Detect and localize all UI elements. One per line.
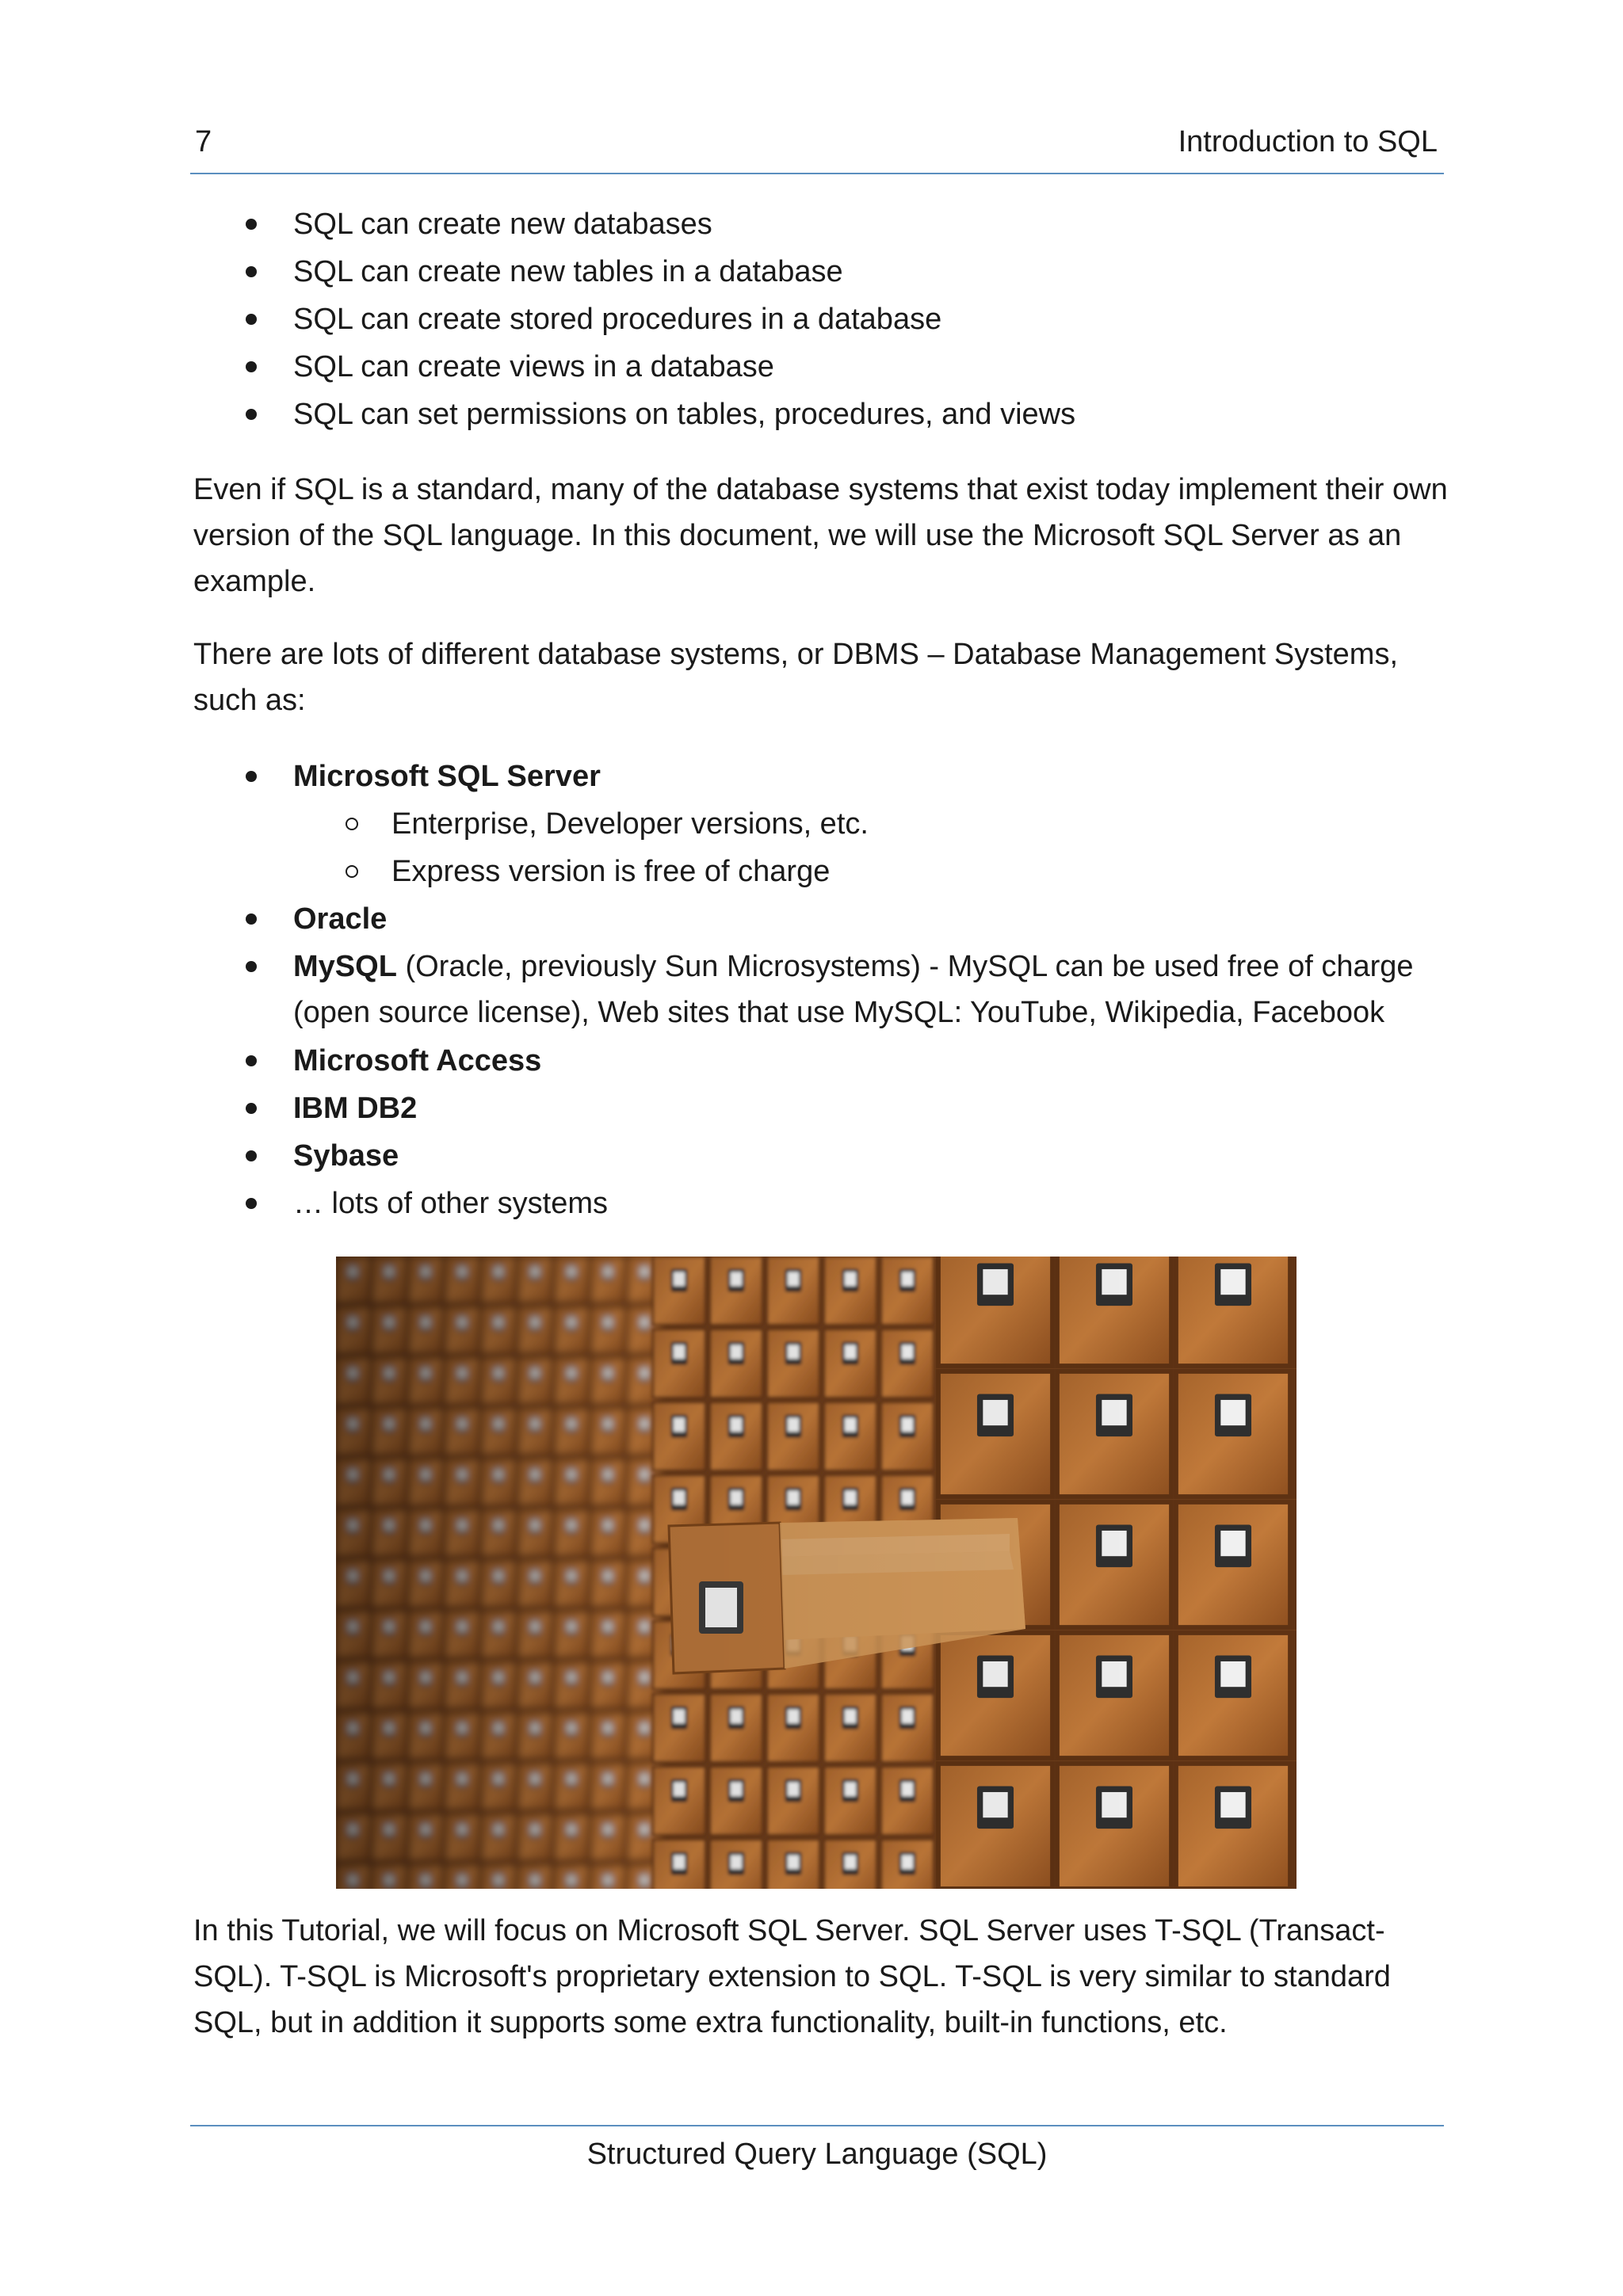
- bullet-icon: [246, 913, 257, 925]
- list-item-sybase: Sybase: [190, 1132, 1458, 1180]
- capabilities-list: [190, 200, 1458, 438]
- dbms-list: [190, 753, 1458, 1227]
- running-title: Introduction to SQL: [1178, 125, 1438, 158]
- bullet-icon: [246, 361, 257, 372]
- bullet-icon: [246, 1055, 257, 1066]
- bullet-icon: [246, 1198, 257, 1209]
- bullet-icon: [246, 771, 257, 782]
- list-item-mysql: MySQL (Oracle, previously Sun Microsystems) - MySQL can be used free of charge (open source license), Web sites that use MySQL: YouTube, Wikipedia, Facebook: [190, 943, 1458, 1037]
- footer-rule: [190, 2125, 1444, 2126]
- bullet-icon: [246, 1103, 257, 1114]
- bullet-icon: [246, 961, 257, 972]
- list-item: SQL can create stored procedures in a database: [190, 296, 1458, 343]
- header-rule: [190, 173, 1444, 174]
- page-header: [190, 125, 1444, 165]
- sub-list-item: Express version is free of charge: [190, 848, 1458, 895]
- list-item: SQL can create new tables in a database: [190, 248, 1458, 296]
- list-item-oracle: Oracle: [190, 895, 1458, 943]
- list-item-access: Microsoft Access: [190, 1037, 1458, 1085]
- paragraph-tsql: In this Tutorial, we will focus on Microsoft SQL Server. SQL Server uses T-SQL (Transact-SQL). T-SQL is Microsoft's proprietary extension to SQL. T-SQL is very similar to standard SQL, but in addition it supports some extra functionality, built-in functions, etc.: [193, 1914, 1391, 2039]
- card-catalog-illustration: [336, 1257, 1296, 1889]
- bullet-icon: [246, 314, 257, 325]
- bullet-icon: [246, 219, 257, 230]
- bullet-icon: [246, 266, 257, 277]
- sub-bullet-icon: [346, 818, 358, 830]
- bullet-icon: [246, 409, 257, 420]
- sub-list-item: Enterprise, Developer versions, etc.: [190, 800, 1458, 848]
- paragraph-sql-versions: Even if SQL is a standard, many of the database systems that exist today implement their own version of the SQL language. In this document, we will use the Microsoft SQL Server as an example.: [193, 473, 1448, 598]
- footer-title: Structured Query Language (SQL): [586, 2138, 1048, 2171]
- list-item: SQL can set permissions on tables, procedures, and views: [190, 391, 1458, 438]
- sub-bullet-icon: [346, 865, 358, 878]
- list-item-others: … lots of other systems: [190, 1180, 1458, 1227]
- bullet-icon: [246, 1150, 257, 1161]
- page-number: 7: [195, 125, 212, 158]
- paragraph-dbms-intro: There are lots of different database systems, or DBMS – Database Management Systems, such as:: [193, 638, 1399, 717]
- list-item-db2: IBM DB2: [190, 1085, 1458, 1132]
- list-item: SQL can create new databases: [190, 200, 1458, 248]
- list-item-sql-server: Microsoft SQL Server: [190, 753, 1458, 800]
- card-catalog-photo: [336, 1257, 1296, 1889]
- list-item: SQL can create views in a database: [190, 343, 1458, 391]
